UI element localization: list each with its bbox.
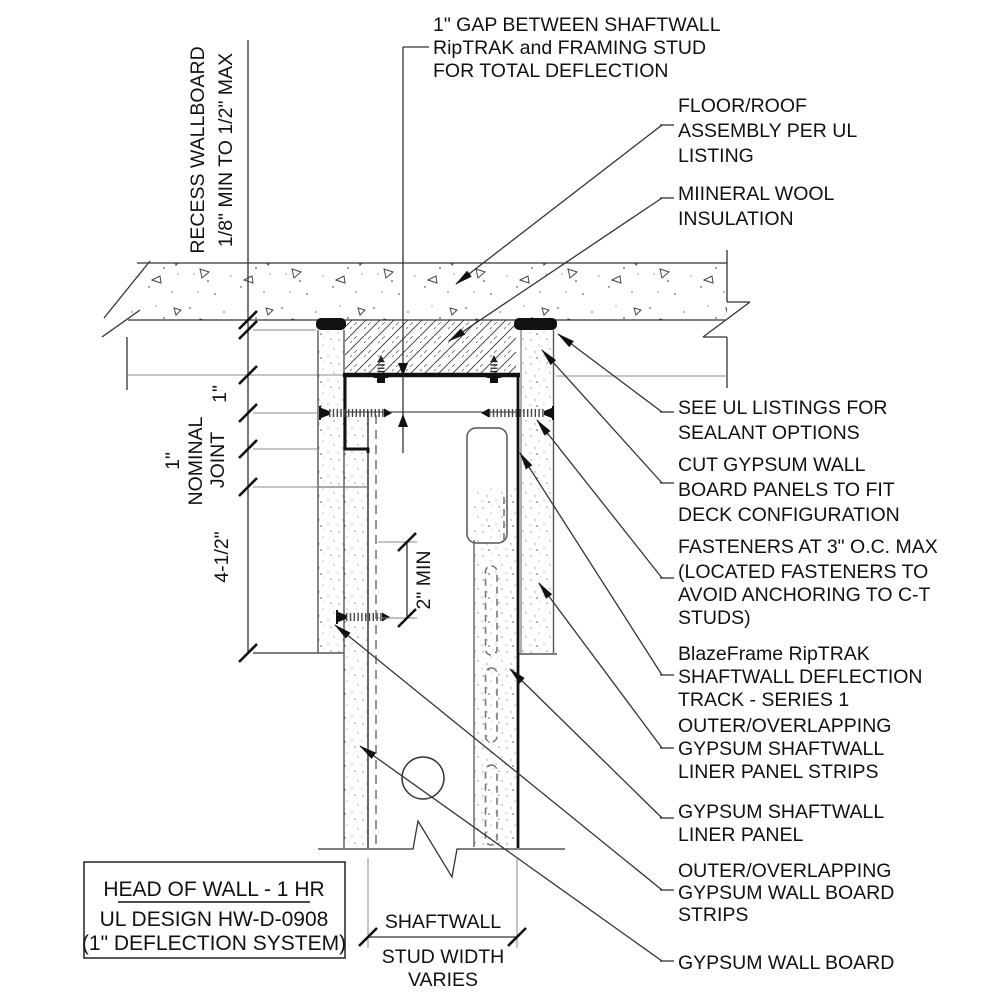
right-outer-strips-fill [521,330,554,653]
callout-outer-wb-strips-line-3: STRIPS [678,904,749,926]
callout-outer-liner-strips-line-3: LINER PANEL STRIPS [678,761,879,783]
leader-see-ul [558,334,662,412]
callout-liner-panel-line-1: GYPSUM SHAFTWALL [678,801,885,823]
left-gypsum-board-fill [344,413,368,848]
callout-outer-wb-strips-line-2: GYPSUM WALL BOARD [678,882,895,904]
title-block-line-3: (1" DEFLECTION SYSTEM) [81,932,347,955]
stud-width-label-line-3: VARIES [407,969,479,991]
sealant-bead-left [316,318,346,330]
title-block [82,862,346,958]
head-dimension-chain [162,40,318,662]
gap-arrow-up [398,414,408,427]
gap-note [398,14,721,453]
callout-floor-roof-line-1: FLOOR/ROOF [678,95,807,117]
callout-cut-gypsum-line-2: BOARD PANELS TO FIT [678,479,895,501]
callout-see-ul-line-1: SEE UL LISTINGS FOR [678,397,888,419]
recess-wallboard-label-line-1: RECESS WALLBOARD [187,46,209,254]
callout-fasteners-line-3: AVOID ANCHORING TO C-T [678,584,931,606]
nominal-joint-label-line-2: NOMINAL [185,416,207,506]
callout-fasteners-line-1: FASTENERS AT 3" O.C. MAX [678,536,938,558]
callout-cut-gypsum-line-1: CUT GYPSUM WALL [678,454,866,476]
leader-fasteners [537,420,662,578]
leader-outer-liner-strips [539,583,662,748]
callout-fasteners-line-4: STUDS) [678,607,751,629]
lower-band-break-left [102,310,140,390]
callouts [335,95,938,974]
callout-outer-liner-strips-line-2: GYPSUM SHAFTWALL [678,738,885,760]
left-outer-strips-fill [318,330,344,653]
nominal-joint-label-line-3: JOINT [207,431,229,489]
liner-panel-fill [474,488,517,847]
callout-floor-roof-line-2: ASSEMBLY PER UL [678,120,858,142]
callout-see-ul [558,334,888,444]
callout-blazeframe-line-3: TRACK - SERIES 1 [678,689,850,711]
recess-wallboard-label-line-2: 1/8" MIN TO 1/2" MAX [215,52,237,248]
callout-floor-roof-line-3: LISTING [678,145,754,167]
four-half-dim-label: 4-1/2" [211,531,233,583]
callout-outer-wb-strips-line-1: OUTER/OVERLAPPING [678,860,892,882]
stud-width-label-line-1: SHAFTWALL [384,911,502,933]
leader-floor-roof [456,125,662,284]
callout-liner-panel-line-2: LINER PANEL [678,824,804,846]
stud-width-dimension [359,858,526,991]
one-inch-dim-label: 1" [209,385,231,403]
floor-slab-concrete-fill [128,263,727,320]
two-min-dimension [378,533,435,627]
nominal-joint-label-line-1: 1" [162,452,184,470]
callout-fasteners-line-2: (LOCATED FASTENERS TO [678,561,929,583]
callout-blazeframe-line-1: BlazeFrame RipTRAK [678,643,870,665]
callout-mineral-wool-line-1: MIINERAL WOOL [678,183,835,205]
callout-gypsum-wallboard-line-1: GYPSUM WALL BOARD [678,952,895,974]
callout-see-ul-line-2: SEALANT OPTIONS [678,422,860,444]
callout-blazeframe-line-2: SHAFTWALL DEFLECTION [678,666,923,688]
gap-note-line-3: FOR TOTAL DEFLECTION [433,60,669,82]
two-min-label: 2" MIN [413,550,435,610]
stud-width-label-line-2: STUD WIDTH [381,946,505,968]
callout-mineral-wool-line-2: INSULATION [678,208,794,230]
callout-cut-gypsum-line-3: DECK CONFIGURATION [678,504,900,526]
mineral-wool-hatch [345,320,516,375]
callout-outer-liner-strips-line-1: OUTER/OVERLAPPING [678,715,892,737]
leader-liner-panel [510,669,662,818]
leader-cut-gypsum [542,350,662,483]
gap-note-line-1: 1" GAP BETWEEN SHAFTWALL [433,14,721,36]
gap-note-line-2: RipTRAK and FRAMING STUD [433,37,707,59]
title-block-line-1: HEAD OF WALL - 1 HR [103,878,325,901]
stud-punchout-circle [402,757,444,799]
title-block-line-2: UL DESIGN HW-D-0908 [99,908,329,931]
sealant-bead-right [514,318,557,330]
